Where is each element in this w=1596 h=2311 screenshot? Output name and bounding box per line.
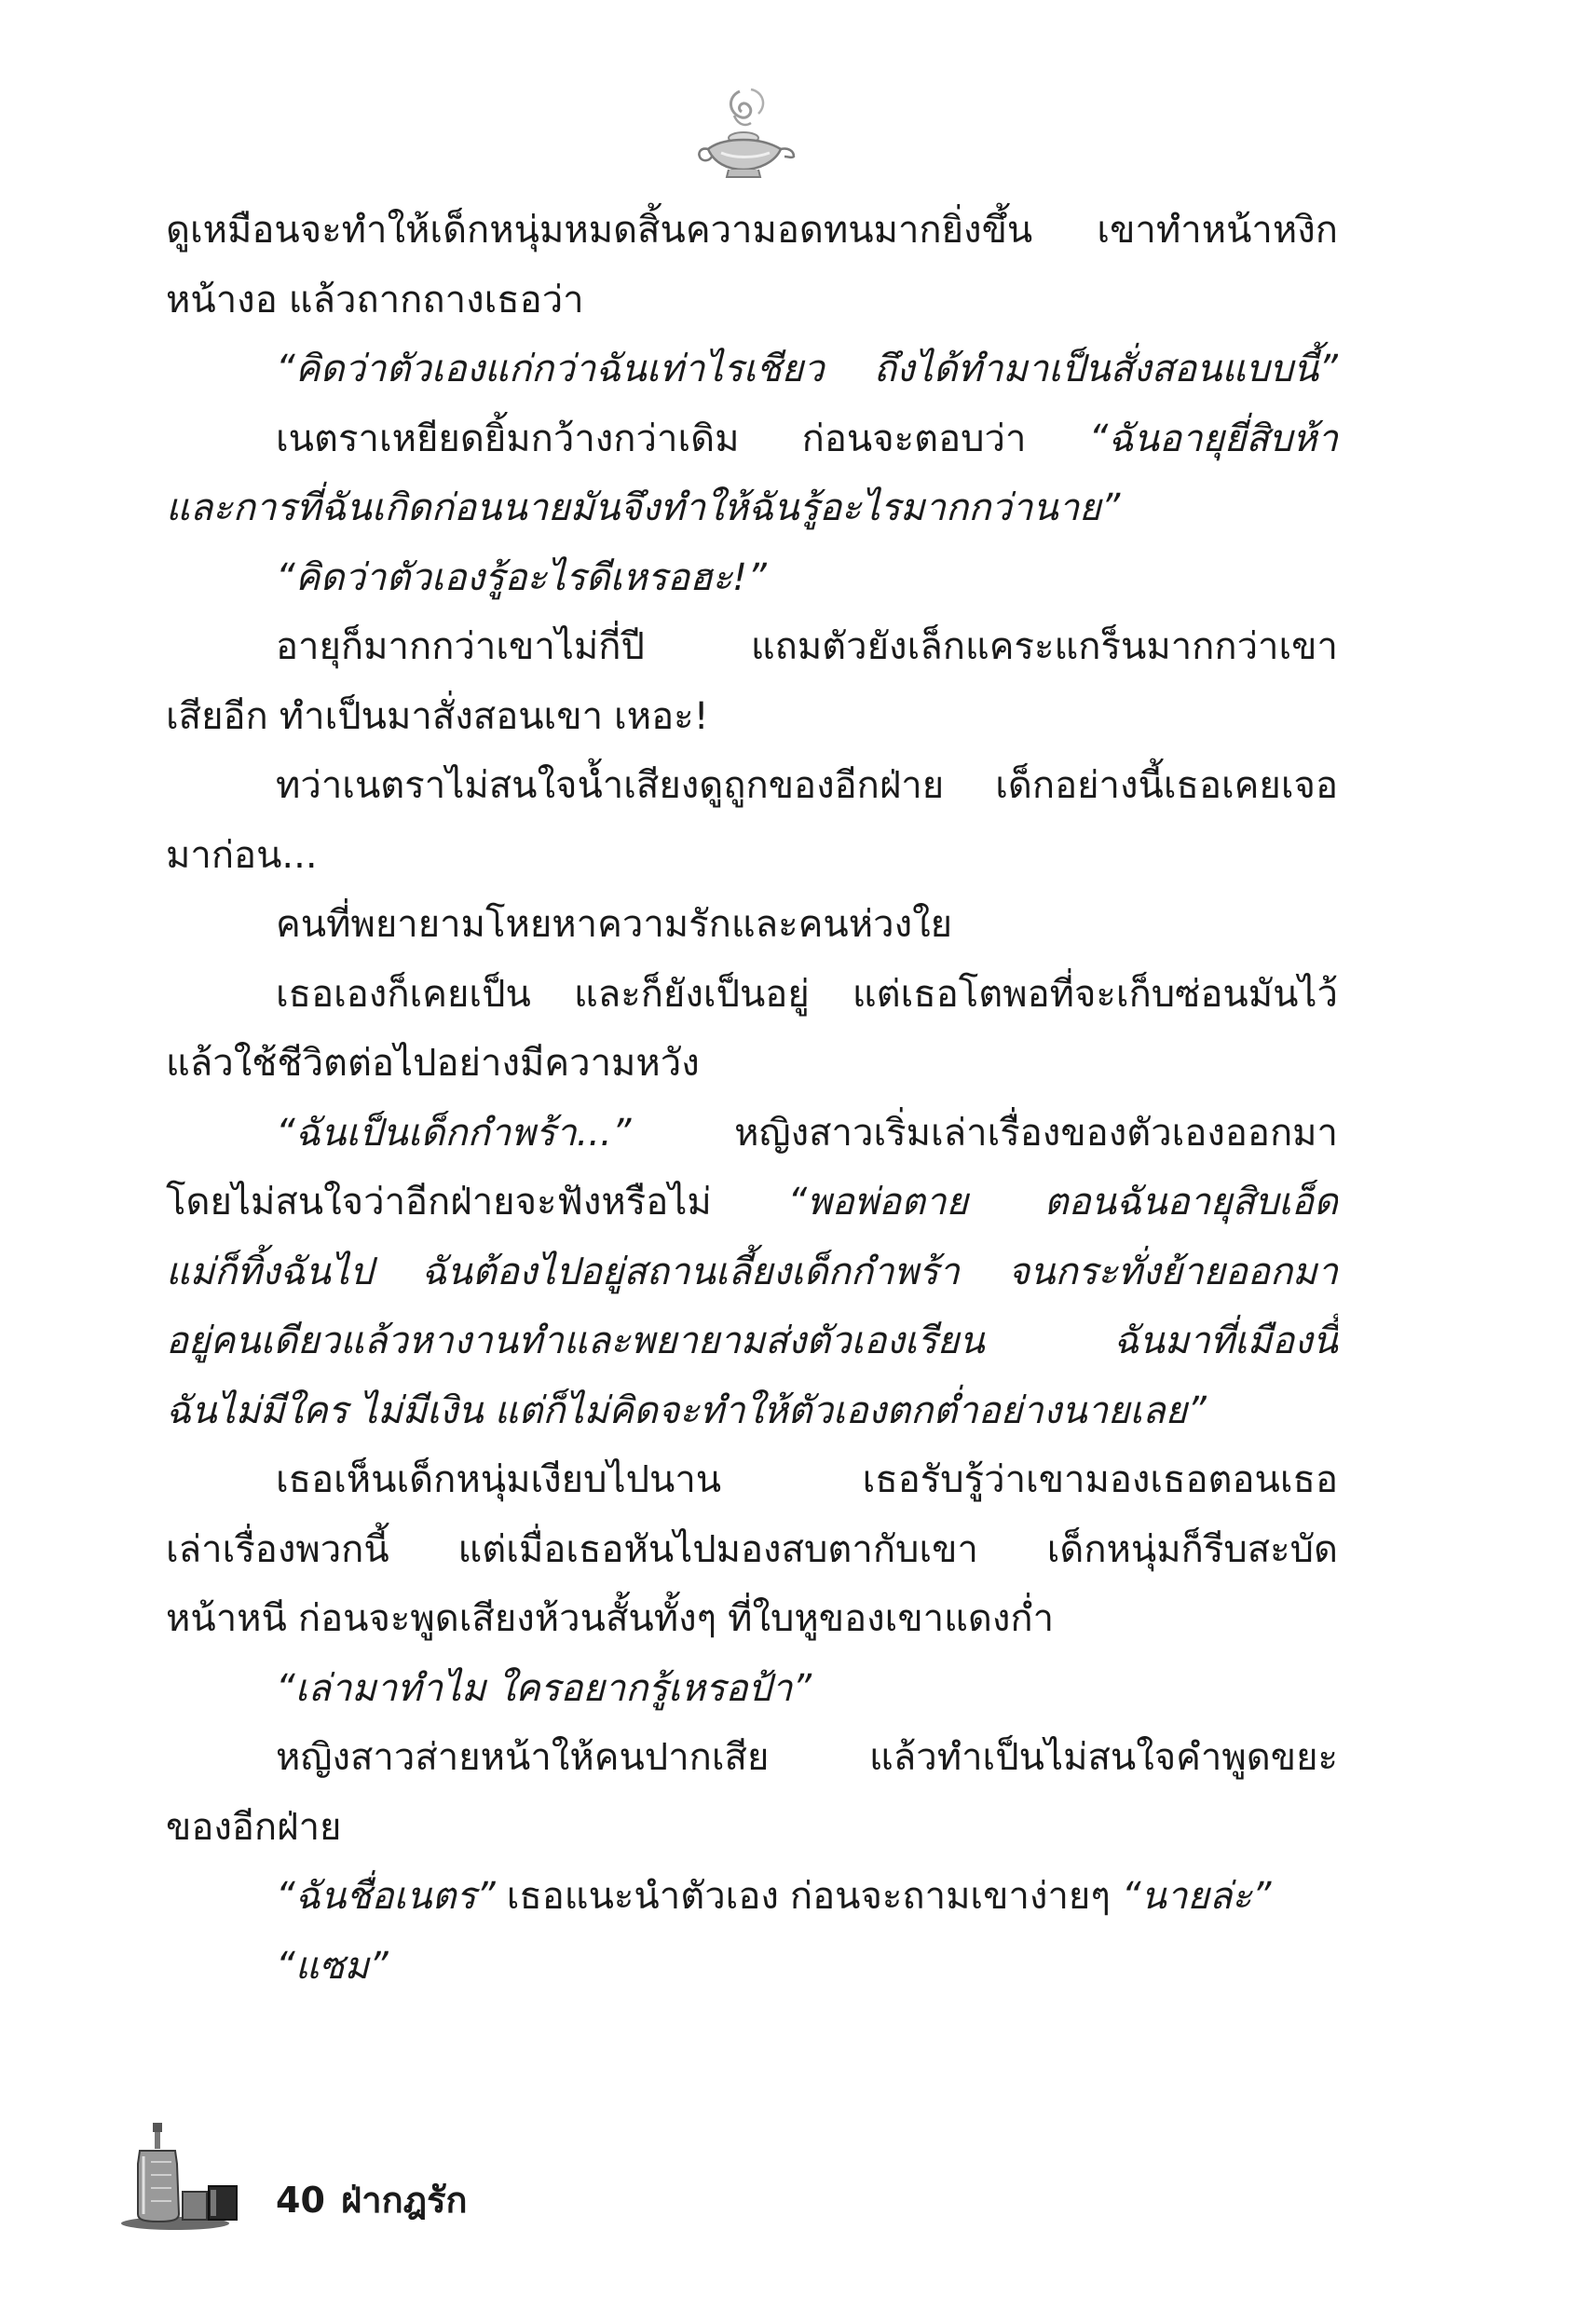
text-segment: แล้วถากถางเธอว่า [288,278,584,321]
text-segment: ตอนฉันอายุสิบเอ็ด [1044,1181,1338,1224]
text-segment: อายุก็มากกว่าเขาไม่กี่ปี [276,625,645,668]
text-segment: ของอีกฝ่าย [166,1805,342,1849]
text-line [166,960,1338,1030]
text-line [166,266,1338,335]
text-segment: “ฉันชื่อเนตร” [276,1875,496,1918]
text-line [166,890,1338,960]
text-segment: แล้วทำเป็นไม่สนใจคำพูดขยะ [868,1736,1338,1779]
text-segment: เธอแนะนำตัวเอง [506,1875,779,1918]
text-segment: และก็ยังเป็นอยู่ [573,972,810,1016]
text-segment: ก่อนจะพูดเสียงห้วนสั้นทั้งๆ [297,1597,717,1640]
text-segment: เหอะ! [614,694,709,738]
text-line [166,612,1338,682]
text-segment: แต่เมื่อเธอหันไปมองสบตากับเขา [457,1527,978,1571]
text-segment: เด็กหนุ่มก็รีบสะบัด [1046,1527,1338,1571]
body-text [166,196,1338,2001]
text-line [166,1932,1338,2002]
text-segment: “ฉันอายุยี่สิบห้า [1088,417,1338,460]
text-line [166,1306,1338,1376]
text-segment: ก่อนจะถามเขาง่ายๆ [789,1875,1111,1918]
text-segment: ก่อนจะตอบว่า [801,417,1027,460]
text-line [166,543,1338,613]
text-line [166,821,1338,891]
text-segment: “เล่ามาทำไม [276,1666,486,1710]
text-line [166,1862,1338,1932]
text-segment: เนตราเหยียดยิ้มกว้างกว่าเดิม [276,417,740,460]
book-title: ฝ่ากฎรัก [341,2180,468,2221]
text-segment: เขาทำหน้าหงิก [1097,209,1338,252]
text-segment: ใครอยากรู้เหรอป้า” [497,1666,812,1710]
text-segment: เธอเองก็เคยเป็น [276,972,531,1016]
text-line [166,335,1338,404]
text-segment: แม่ก็ทิ้งฉันไป [166,1250,374,1293]
text-line [166,473,1338,543]
text-line [166,1723,1338,1793]
text-line [166,1238,1338,1307]
text-segment: แต่เธอโตพอที่จะเก็บซ่อนมันไว้ [852,972,1338,1016]
text-line [166,1099,1338,1169]
text-segment: ฉันมาที่เมืองนี้ [1113,1320,1338,1362]
text-line [166,1584,1338,1654]
text-segment: “คิดว่าตัวเองรู้อะไรดีเหรอฮะ!” [276,555,767,599]
text-segment: ดูเหมือนจะทำให้เด็กหนุ่มหมดสิ้นความอดทนมากยิ่งขึ้น [166,209,1033,252]
text-line [166,1793,1338,1863]
text-segment: แถมตัวยังเล็กแคระแกร็นมากกว่าเขา [750,625,1338,668]
text-segment: ถึงได้ทำมาเป็นสั่งสอนแบบนี้” [873,348,1338,390]
text-segment: หญิงสาวส่ายหน้าให้คนปากเสีย [276,1736,770,1779]
text-segment: เธอรับรู้ว่าเขามองเธอตอนเธอ [862,1458,1338,1501]
text-segment: จนกระทั่งย้ายออกมา [1007,1250,1338,1293]
text-segment: เธอเห็นเด็กหนุ่มเงียบไปนาน [276,1458,722,1501]
text-line [166,751,1338,821]
page-number: 40 [276,2180,325,2221]
decanter-glasses-icon [119,2123,246,2235]
text-segment: อยู่คนเดียวแล้วหางานทำและพยายามส่งตัวเองเรียน [166,1320,985,1362]
text-segment: ทำเป็นมาสั่งสอนเขา [279,694,604,738]
text-segment: มาก่อน... [166,833,318,877]
text-line [166,1654,1338,1724]
text-segment: แต่ก็ไม่คิดจะทำให้ตัวเองตกต่ำอย่างนายเลย” [494,1388,1207,1432]
text-segment: ที่ใบหูของเขาแดงก่ำ [728,1597,1055,1640]
text-segment: ไม่มีเงิน [359,1388,484,1432]
text-segment: “แซม” [276,1944,389,1988]
text-line [166,1445,1338,1515]
text-segment: คนที่พยายามโหยหาความรักและคนห่วงใย [276,903,953,946]
text-line [166,1376,1338,1446]
text-segment: “พอพ่อตาย [787,1181,968,1224]
text-line [166,404,1338,474]
text-segment: ฉันไม่มีใคร [166,1388,348,1432]
text-segment: “คิดว่าตัวเองแก่กว่าฉันเท่าไรเชียว [276,348,825,390]
text-segment: หน้าหนี [166,1597,287,1640]
text-segment: เด็กอย่างนี้เธอเคยเจอ [995,764,1338,807]
text-line [166,1168,1338,1238]
text-segment: เล่าเรื่องพวกนี้ [166,1527,389,1571]
text-segment: โดยไม่สนใจว่าอีกฝ่ายจะฟังหรือไม่ [166,1181,712,1224]
text-segment: เสียอีก [166,694,268,738]
text-segment: ทว่าเนตราไม่สนใจน้ำเสียงดูถูกของอีกฝ่าย [276,764,945,807]
text-segment: หน้างอ [166,278,278,321]
text-segment: หญิงสาวเริ่มเล่าเรื่องของตัวเองออกมา [734,1111,1338,1155]
genie-lamp-icon [689,82,801,194]
text-line [166,682,1338,752]
text-line [166,1029,1338,1099]
page-footer [119,2123,548,2235]
text-segment: “นายล่ะ” [1121,1875,1272,1918]
text-segment: แล้วใช้ชีวิตต่อไปอย่างมีความหวัง [166,1042,700,1085]
text-segment: และการที่ฉันเกิดก่อนนายมันจึงทำให้ฉันรู้อะไรมากกว่านาย” [166,486,1121,529]
text-line [166,196,1338,266]
text-segment: ฉันต้องไปอยู่สถานเลี้ยงเด็กกำพร้า [421,1250,960,1293]
text-line [166,1515,1338,1585]
text-segment: “ฉันเป็นเด็กกำพร้า...” [276,1111,632,1155]
